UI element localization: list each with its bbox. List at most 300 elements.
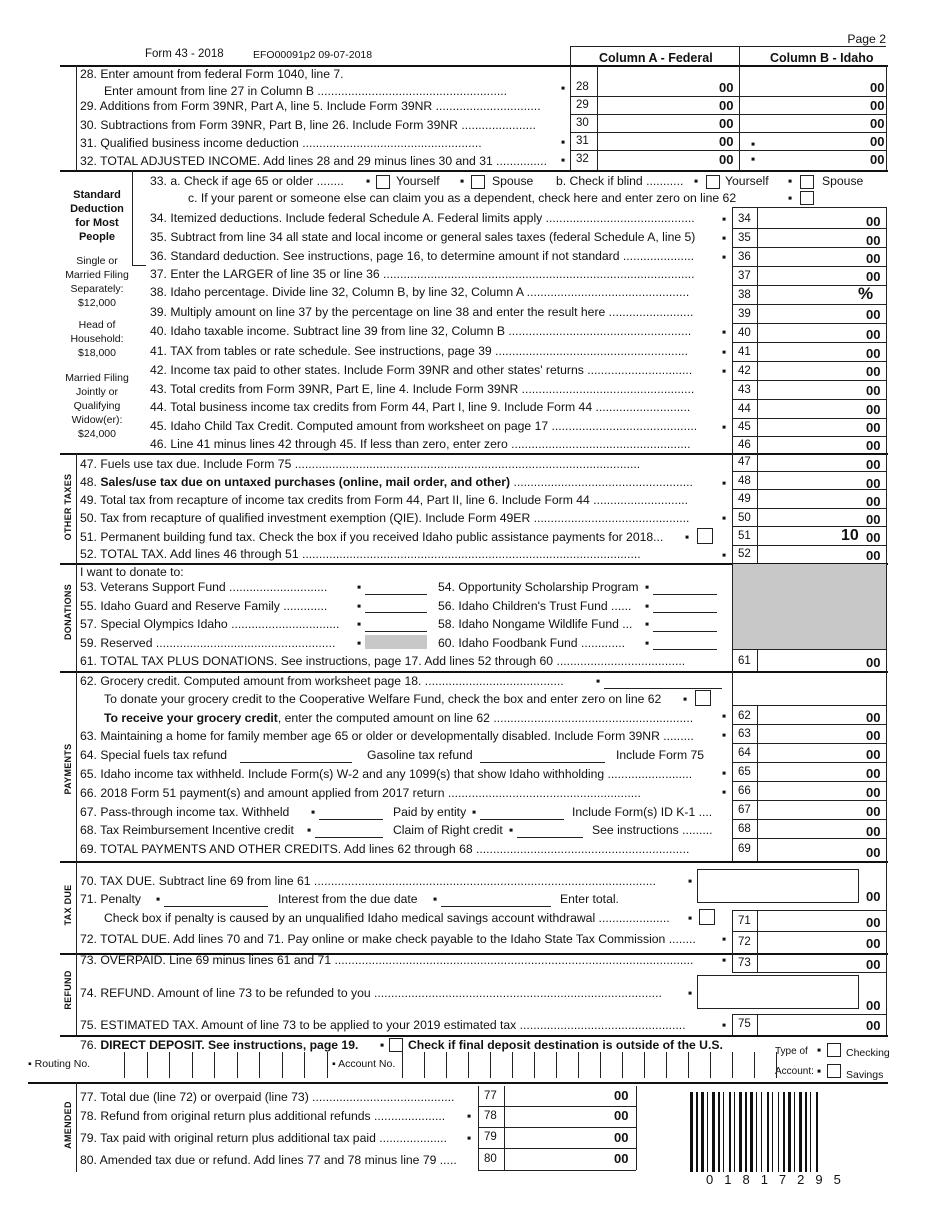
line-51-label: 51. Permanent building fund tax. Check the box if you received Idaho public assistance payments for 2018... — [80, 530, 664, 544]
barcode-bar — [794, 1092, 795, 1172]
bullet: ▪ — [645, 636, 650, 650]
line-66-number: 66 — [738, 785, 751, 797]
refund-section-label: REFUND — [63, 970, 73, 1010]
line-66-cents: 00 — [866, 785, 881, 800]
line-38-label: 38. Idaho percentage. Divide line 32, Column B, by line 32, Column A ................................................ — [150, 285, 690, 299]
bullet: ▪ — [596, 674, 601, 688]
rule — [570, 114, 886, 115]
barcode-bar — [723, 1092, 724, 1172]
section-rule — [60, 1035, 888, 1037]
bullet: ▪ — [722, 364, 727, 378]
line-33a-label: 33. a. Check if age 65 or older ........ — [150, 174, 344, 188]
line-64-special-fuels: 64. Special fuels tax refund — [80, 748, 228, 762]
rule — [886, 207, 887, 453]
msa-penalty-checkbox[interactable] — [699, 909, 715, 925]
account-digit-box[interactable] — [512, 1052, 535, 1078]
spouse-label: Spouse — [492, 174, 534, 188]
line-40-number: 40 — [738, 327, 751, 339]
blind-spouse-checkbox[interactable] — [800, 175, 814, 189]
line-62-receive-bold: To receive your grocery credit — [104, 711, 278, 725]
routing-digit-box[interactable] — [282, 1052, 306, 1078]
special-fuels-entry[interactable] — [240, 762, 352, 763]
line-44-label: 44. Total business income tax credits from Form 44, Part I, line 9. Include Form 44 ............................ — [150, 400, 691, 414]
barcode-digits: 01817295 — [706, 1172, 852, 1187]
payments-section-label: PAYMENTS — [63, 743, 73, 795]
rule — [757, 1014, 758, 1035]
bullet: ▪ — [688, 911, 693, 925]
bullet: ▪ — [694, 174, 699, 188]
bullet: ▪ — [722, 231, 727, 245]
bullet: ▪ — [722, 476, 727, 490]
line-34-cents: 00 — [866, 214, 881, 229]
rule — [478, 1148, 636, 1149]
checking-label: Checking — [846, 1047, 890, 1059]
line-57-label: 57. Special Olympics Idaho ................................ — [80, 617, 340, 631]
rule — [732, 207, 733, 453]
line-79-cents: 00 — [614, 1130, 629, 1145]
line-43-number: 43 — [738, 384, 751, 396]
bullet: ▪ — [509, 823, 514, 837]
line-75-cents: 00 — [866, 1018, 881, 1033]
barcode-bar — [788, 1092, 791, 1172]
line-61-cents: 00 — [866, 655, 881, 670]
claim-of-right-entry[interactable] — [517, 837, 583, 838]
line-47-number: 47 — [738, 456, 751, 468]
line-69-cents: 00 — [866, 845, 881, 860]
bullet: ▪ — [156, 892, 161, 906]
bullet: ▪ — [645, 617, 650, 631]
savings-label: Savings — [846, 1069, 884, 1081]
rule — [732, 207, 886, 208]
account-digit-box[interactable] — [666, 1052, 689, 1078]
line-51-number: 51 — [738, 530, 751, 542]
line-44-cents: 00 — [866, 402, 881, 417]
rule — [76, 861, 77, 953]
rule — [732, 526, 886, 527]
barcode-bar — [696, 1092, 698, 1172]
line-58-entry[interactable] — [653, 631, 717, 632]
line-71-cents: 00 — [866, 915, 881, 930]
bullet: ▪ — [722, 709, 727, 723]
line-45-cents: 00 — [866, 420, 881, 435]
line-62-label: 62. Grocery credit. Computed amount from worksheet page 18. ......................................... — [80, 674, 564, 688]
line-68-tri-credit: 68. Tax Reimbursement Incentive credit — [80, 823, 294, 837]
line-54-label: 54. Opportunity Scholarship Program — [438, 580, 639, 594]
line-70-amount-box[interactable] — [697, 869, 859, 903]
line-68-number: 68 — [738, 823, 751, 835]
line-31-label: 31. Qualified business income deduction ..................................................... — [80, 136, 482, 150]
rule — [886, 563, 887, 671]
account-digit-box[interactable] — [490, 1052, 513, 1078]
line-52-cents: 00 — [866, 548, 881, 563]
rule — [732, 247, 886, 248]
line-67-include: Include Form(s) ID K-1 .... — [572, 805, 713, 819]
rule — [76, 65, 77, 170]
barcode-bar — [750, 1092, 753, 1172]
line-41-label: 41. TAX from tables or rate schedule. See instructions, page 39 ......................................................... — [150, 344, 689, 358]
account-digit-box[interactable] — [710, 1052, 733, 1078]
paid-by-entity-entry[interactable] — [480, 819, 564, 820]
line-28-sublabel: Enter amount from line 27 in Column B ........................................................ — [104, 84, 508, 98]
line-39-cents: 00 — [866, 307, 881, 322]
line-71-number: 71 — [738, 915, 751, 927]
line-76-label: 76. DIRECT DEPOSIT. See instructions, page 19. — [80, 1038, 359, 1052]
line-68-claim-of-right: Claim of Right credit — [393, 823, 503, 837]
bullet: ▪ — [683, 692, 688, 706]
bullet: ▪ — [472, 805, 477, 819]
direct-deposit-title: DIRECT DEPOSIT. See instructions, page 19. — [100, 1038, 359, 1052]
line-28-label: 28. Enter amount from federal Form 1040, line 7. — [80, 67, 344, 81]
rule — [76, 453, 77, 563]
line-42-number: 42 — [738, 365, 751, 377]
line-62-cents: 00 — [866, 710, 881, 725]
rule — [732, 910, 886, 911]
public-assistance-checkbox[interactable] — [697, 528, 713, 544]
barcode-bar — [756, 1092, 757, 1172]
rule — [76, 1082, 77, 1172]
routing-digit-box[interactable] — [169, 1052, 193, 1078]
routing-label: ▪ Routing No. — [28, 1058, 91, 1070]
column-a-header: Column A - Federal — [599, 51, 713, 65]
bullet: ▪ — [357, 580, 362, 594]
line-35-cents: 00 — [866, 233, 881, 248]
line-63-cents: 00 — [866, 728, 881, 743]
rule — [886, 65, 887, 170]
bullet: ▪ — [561, 135, 566, 149]
barcode-bar — [805, 1092, 807, 1172]
line-30-idaho-cents: 00 — [870, 116, 885, 131]
section-rule — [60, 861, 888, 863]
line-36-cents: 00 — [866, 251, 881, 266]
withheld-entry[interactable] — [319, 819, 383, 820]
account-digit-box[interactable] — [424, 1052, 447, 1078]
line-52-number: 52 — [738, 548, 751, 560]
line-28-number: 28 — [576, 81, 589, 93]
barcode-bar — [734, 1092, 735, 1172]
bullet: ▪ — [722, 728, 727, 742]
line-37-label: 37. Enter the LARGER of line 35 or line 36 ............................................................................................ — [150, 267, 695, 281]
bullet: ▪ — [561, 81, 566, 95]
rule — [76, 953, 77, 1035]
line-37-number: 37 — [738, 270, 751, 282]
rule — [732, 545, 886, 546]
rule — [732, 724, 886, 725]
line-30-number: 30 — [576, 117, 589, 129]
rule — [732, 1014, 886, 1015]
line-29-fed-cents: 00 — [719, 98, 734, 113]
line-35-number: 35 — [738, 232, 751, 244]
page-number: Page 2 — [847, 32, 886, 46]
account-digit-box[interactable] — [732, 1052, 755, 1078]
account-digit-box[interactable] — [446, 1052, 469, 1078]
rule — [732, 972, 886, 973]
bullet: ▪ — [460, 174, 465, 188]
spouse-label: Spouse — [822, 174, 864, 188]
account-digit-box[interactable] — [578, 1052, 601, 1078]
bullet: ▪ — [722, 250, 727, 264]
line-75-label: 75. ESTIMATED TAX. Amount of line 73 to be applied to your 2019 estimated tax ................................................. — [80, 1018, 686, 1032]
line-70-label: 70. TAX DUE. Subtract line 69 from line 61 ..................................................................................................... — [80, 874, 656, 888]
section-rule — [28, 1082, 888, 1084]
barcode-bar — [783, 1092, 785, 1172]
routing-digit-box[interactable] — [124, 1052, 148, 1078]
line-71-penalty: 71. Penalty — [80, 892, 141, 906]
line-38-percent-sign: % — [858, 284, 874, 303]
bullet: ▪ — [722, 345, 727, 359]
rule — [732, 953, 733, 972]
rule — [732, 266, 886, 267]
std-hoh: Head of Household: $18,000 — [70, 319, 124, 359]
tri-credit-entry[interactable] — [315, 837, 383, 838]
account-digit-box[interactable] — [688, 1052, 711, 1078]
rule — [732, 800, 886, 801]
line-65-number: 65 — [738, 766, 751, 778]
routing-digit-box[interactable] — [147, 1052, 171, 1078]
digit-box-end — [776, 1052, 777, 1078]
bullet: ▪ — [722, 932, 727, 946]
account-label: ▪ Account No. — [332, 1058, 396, 1070]
line-50-cents: 00 — [866, 512, 881, 527]
line-59-reserved-shade — [365, 635, 427, 649]
bullet: ▪ — [688, 874, 693, 888]
routing-digit-box[interactable] — [304, 1052, 328, 1078]
line-73-number: 73 — [738, 957, 751, 969]
account-digit-box[interactable] — [622, 1052, 645, 1078]
penalty-entry[interactable] — [164, 906, 268, 907]
section-rule — [60, 671, 888, 673]
bullet: ▪ — [645, 580, 650, 594]
rule — [478, 1106, 636, 1107]
rule — [132, 265, 146, 266]
bullet: ▪ — [433, 892, 438, 906]
routing-digit-box[interactable] — [192, 1052, 216, 1078]
account-digit-box[interactable] — [600, 1052, 623, 1078]
line-68-cents: 00 — [866, 824, 881, 839]
yourself-label: Yourself — [396, 174, 440, 188]
line-42-cents: 00 — [866, 364, 881, 379]
bullet: ▪ — [722, 325, 727, 339]
type-of-label: Type of — [775, 1046, 808, 1057]
rule — [732, 361, 886, 362]
line-49-label: 49. Total tax from recapture of income tax credits from Form 44, Part II, line 6. Include Form 44 ............................ — [80, 493, 689, 507]
line-51-cents: 00 — [866, 530, 881, 545]
checking-checkbox[interactable] — [827, 1043, 841, 1057]
line-61-label: 61. TOTAL TAX PLUS DONATIONS. See instructions, page 17. Add lines 52 through 60 ...................................... — [80, 654, 686, 668]
line-78-cents: 00 — [614, 1108, 629, 1123]
line-48-bold-text: Sales/use tax due on untaxed purchases (online, mail order, and other) — [100, 475, 511, 489]
line-53-label: 53. Veterans Support Fund ............................. — [80, 580, 328, 594]
bullet: ▪ — [645, 599, 650, 613]
rule — [739, 46, 740, 66]
barcode-bar — [718, 1092, 720, 1172]
line-30-label: 30. Subtractions from Form 39NR, Part B, line 26. Include Form 39NR ...................... — [80, 118, 536, 132]
rule — [732, 563, 733, 671]
line-54-entry[interactable] — [653, 594, 717, 595]
rule — [886, 861, 887, 953]
line-43-label: 43. Total credits from Form 39NR, Part E, line 4. Include Form 39NR ................................................... — [150, 382, 695, 396]
line-33b-label: b. Check if blind ........... — [556, 174, 684, 188]
line-58-label: 58. Idaho Nongame Wildlife Fund ... — [438, 617, 633, 631]
outside-us-label: Check if final deposit destination is outside of the U.S. — [408, 1038, 723, 1052]
rule — [570, 65, 571, 170]
line-31-fed-cents: 00 — [719, 134, 734, 149]
account-digit-box[interactable] — [644, 1052, 667, 1078]
age65-yourself-checkbox[interactable] — [376, 175, 390, 189]
line-53-entry[interactable] — [365, 594, 427, 595]
rule — [597, 65, 598, 170]
blind-yourself-checkbox[interactable] — [706, 175, 720, 189]
rule — [732, 819, 886, 820]
bullet: ▪ — [722, 785, 727, 799]
barcode-bar — [810, 1092, 811, 1172]
account-digit-box[interactable] — [468, 1052, 491, 1078]
barcode-bar — [712, 1092, 715, 1172]
account-digit-box[interactable] — [754, 1052, 777, 1078]
routing-digit-box[interactable] — [259, 1052, 283, 1078]
line-64-include: Include Form 75 — [616, 748, 705, 762]
line-62-donate-text: To donate your grocery credit to the Cooperative Welfare Fund, check the box and enter zero on line 62 — [104, 692, 662, 706]
gasoline-entry[interactable] — [480, 762, 605, 763]
other-taxes-section-label: OTHER TAXES — [63, 473, 73, 541]
rule — [570, 150, 886, 151]
bullet: ▪ — [380, 1038, 385, 1052]
line-74-cents: 00 — [866, 998, 881, 1013]
routing-digit-box[interactable] — [214, 1052, 238, 1078]
rule — [886, 953, 887, 1035]
line-39-number: 39 — [738, 308, 751, 320]
line-59-label: 59. Reserved ..................................................... — [80, 636, 336, 650]
line-73-label: 73. OVERPAID. Line 69 minus lines 61 and 71 .......................................................................................................... — [80, 953, 694, 967]
bullet: ▪ — [307, 823, 312, 837]
bullet: ▪ — [722, 766, 727, 780]
line-77-cents: 00 — [614, 1088, 629, 1103]
rule — [478, 1127, 636, 1128]
line-60-entry[interactable] — [653, 649, 717, 650]
rule — [757, 649, 758, 671]
line-62-worksheet-entry[interactable] — [604, 688, 722, 689]
line-69-number: 69 — [738, 843, 751, 855]
routing-digit-box[interactable] — [237, 1052, 261, 1078]
line-28-fed-cents: 00 — [719, 80, 734, 95]
line-64-gasoline: Gasoline tax refund — [367, 748, 473, 762]
line-32-idaho-cents: 00 — [870, 152, 885, 167]
bullet: ▪ — [788, 174, 793, 188]
rule — [732, 436, 886, 437]
barcode-bar — [701, 1092, 704, 1172]
line-36-number: 36 — [738, 251, 751, 263]
line-47-cents: 00 — [866, 457, 881, 472]
line-57-entry[interactable] — [365, 631, 427, 632]
form-code: EFO00091p2 09-07-2018 — [253, 49, 373, 61]
line-52-label: 52. TOTAL TAX. Add lines 46 through 51 .................................................................................................... — [80, 547, 641, 561]
line-71-interest: Interest from the due date — [278, 892, 418, 906]
barcode-bar — [816, 1092, 818, 1172]
account-type-label: Account: — [775, 1066, 814, 1077]
account-digit-box[interactable] — [402, 1052, 425, 1078]
yourself-label: Yourself — [725, 174, 769, 188]
rule — [732, 380, 886, 381]
line-80-number: 80 — [484, 1153, 497, 1165]
line-67-number: 67 — [738, 804, 751, 816]
line-66-label: 66. 2018 Form 51 payment(s) and amount applied from 2017 return ......................................................... — [80, 786, 641, 800]
line-74-amount-box[interactable] — [697, 975, 859, 1009]
line-43-cents: 00 — [866, 383, 881, 398]
line-29-number: 29 — [576, 99, 589, 111]
line-72-label: 72. TOTAL DUE. Add lines 70 and 71. Pay online or make check payable to the Idaho State Tax Commission ........ — [80, 932, 696, 946]
line-68-instructions: See instructions ......... — [592, 823, 713, 837]
tax-due-section-label: TAX DUE — [63, 884, 73, 926]
rule — [732, 931, 886, 932]
line-39-label: 39. Multiply amount on line 37 by the percentage on line 38 and enter the result here ......................... — [150, 305, 694, 319]
line-71-enter-total: Enter total. — [560, 892, 619, 906]
bullet: ▪ — [561, 153, 566, 167]
line-56-entry[interactable] — [653, 612, 717, 613]
line-46-number: 46 — [738, 439, 751, 451]
rule — [732, 399, 886, 400]
bullet: ▪ — [685, 530, 690, 544]
bullet: ▪ — [751, 152, 756, 166]
line-73-cents: 00 — [866, 957, 881, 972]
line-80-label: 80. Amended tax due or refund. Add lines 77 and 78 minus line 79 ..... — [80, 1153, 457, 1167]
line-36-label: 36. Standard deduction. See instructions, page 16, to determine amount if not standard ..................... — [150, 249, 695, 263]
line-49-cents: 00 — [866, 494, 881, 509]
savings-checkbox[interactable] — [827, 1064, 841, 1078]
rule — [76, 671, 77, 861]
bullet: ▪ — [357, 617, 362, 631]
dependent-checkbox[interactable] — [800, 191, 814, 205]
bullet: ▪ — [467, 1109, 472, 1123]
line-31-idaho-cents: 00 — [870, 134, 885, 149]
shaded-area — [733, 564, 886, 649]
line-37-cents: 00 — [866, 269, 881, 284]
rule — [732, 304, 886, 305]
rule — [886, 671, 887, 861]
line-38-number: 38 — [738, 289, 751, 301]
line-63-number: 63 — [738, 728, 751, 740]
barcode-bar — [767, 1092, 769, 1172]
account-digit-box[interactable] — [556, 1052, 579, 1078]
line-45-number: 45 — [738, 421, 751, 433]
line-32-fed-cents: 00 — [719, 152, 734, 167]
rule — [76, 563, 77, 671]
line-32-label: 32. TOTAL ADJUSTED INCOME. Add lines 28 and 29 minus lines 30 and 31 ............... — [80, 154, 547, 168]
outside-us-checkbox[interactable] — [389, 1038, 403, 1052]
line-34-label: 34. Itemized deductions. Include federal Schedule A. Federal limits apply ............................................ — [150, 211, 695, 225]
rule — [732, 838, 886, 839]
line-75-number: 75 — [738, 1018, 751, 1030]
bullet: ▪ — [357, 599, 362, 613]
form-id: Form 43 - 2018 — [145, 48, 224, 60]
line-46-cents: 00 — [866, 438, 881, 453]
bullet: ▪ — [751, 137, 756, 151]
donate-grocery-credit-checkbox[interactable] — [695, 690, 711, 706]
age65-spouse-checkbox[interactable] — [471, 175, 485, 189]
line-55-entry[interactable] — [365, 612, 427, 613]
rule — [757, 953, 758, 972]
line-65-cents: 00 — [866, 766, 881, 781]
line-64-number: 64 — [738, 747, 751, 759]
rule — [636, 1086, 637, 1170]
line-67-withheld: 67. Pass-through income tax. Withheld — [80, 805, 290, 819]
rule — [739, 65, 740, 170]
rule — [504, 1086, 505, 1170]
account-digit-box[interactable] — [534, 1052, 557, 1078]
rule — [732, 671, 733, 861]
line-74-label: 74. REFUND. Amount of line 73 to be refunded to you ..................................................................................... — [80, 986, 662, 1000]
line-42-label: 42. Income tax paid to other states. Include Form 39NR and other states' returns ............................... — [150, 363, 693, 377]
rule — [132, 170, 133, 265]
interest-entry[interactable] — [441, 906, 551, 907]
